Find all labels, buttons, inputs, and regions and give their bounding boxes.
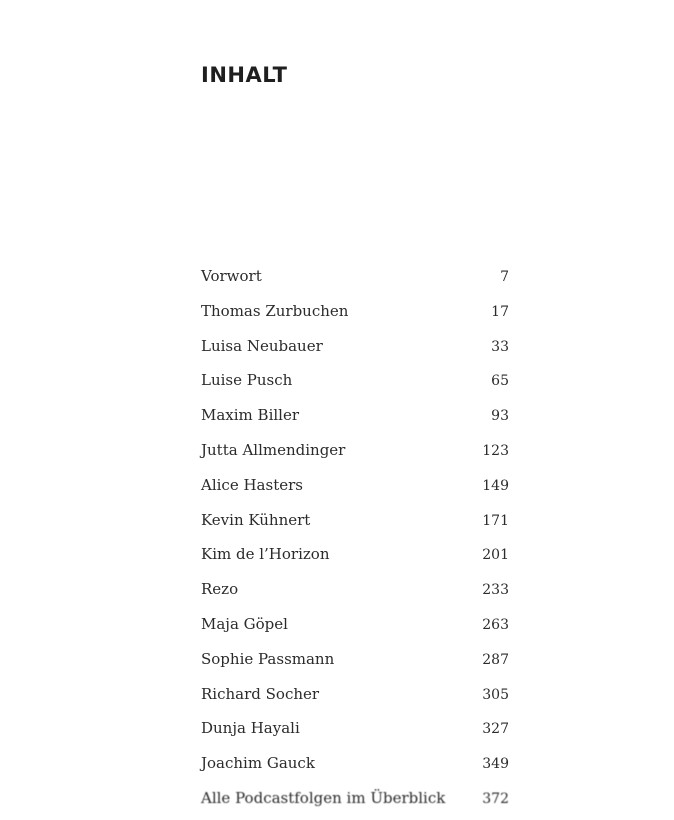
toc-entry-title: Alice Hasters bbox=[201, 475, 303, 494]
toc-entry-title: Dunja Hayali bbox=[201, 719, 300, 738]
toc-entry-title: Luise Pusch bbox=[201, 371, 293, 390]
toc-row bbox=[201, 472, 509, 507]
toc-row bbox=[201, 576, 509, 611]
toc-entry-page: 201 bbox=[482, 547, 509, 564]
toc-entry-page: 123 bbox=[482, 442, 509, 459]
toc-entry-title: Alle Podcastfolgen im Überblick bbox=[201, 788, 446, 807]
toc-row bbox=[201, 402, 509, 437]
toc-row bbox=[201, 263, 509, 298]
toc-entry-page: 233 bbox=[482, 582, 509, 599]
toc-entry-page: 93 bbox=[491, 408, 509, 425]
toc-entry-title: Maxim Biller bbox=[201, 406, 300, 425]
toc-entry-page: 372 bbox=[482, 790, 509, 807]
toc-entry-page: 263 bbox=[482, 616, 509, 633]
toc-row bbox=[201, 333, 509, 368]
toc-row bbox=[201, 437, 509, 472]
toc-row bbox=[201, 541, 509, 576]
toc-row bbox=[201, 785, 509, 820]
toc-entry-page: 149 bbox=[482, 477, 509, 494]
toc-entry-page: 349 bbox=[482, 756, 509, 773]
toc-entry-title: Kim de l’Horizon bbox=[201, 545, 330, 564]
toc-entry-page: 65 bbox=[491, 373, 509, 390]
toc-entry-title: Thomas Zurbuchen bbox=[201, 301, 349, 320]
toc-row bbox=[201, 646, 509, 681]
toc-entry-page: 17 bbox=[491, 303, 509, 320]
toc-entry-page: 327 bbox=[482, 721, 509, 738]
toc-row bbox=[201, 298, 509, 333]
toc-row bbox=[201, 715, 509, 750]
page-title: INHALT bbox=[201, 63, 288, 87]
toc-entry-page: 33 bbox=[491, 338, 509, 355]
toc-entry-title: Rezo bbox=[201, 580, 239, 599]
toc-entry-page: 7 bbox=[500, 269, 509, 285]
toc-entry-title: Sophie Passmann bbox=[201, 649, 335, 668]
toc-entry-title: Kevin Kühnert bbox=[201, 510, 311, 529]
toc-entry-page: 171 bbox=[482, 512, 509, 529]
toc-row bbox=[201, 367, 509, 402]
toc-entry-page: 287 bbox=[482, 651, 509, 668]
toc-row bbox=[201, 507, 509, 542]
toc-row bbox=[201, 611, 509, 646]
toc-row bbox=[201, 681, 509, 716]
toc-entry-title: Luisa Neubauer bbox=[201, 336, 323, 355]
toc-entry-page: 305 bbox=[482, 686, 509, 703]
toc-entry-title: Richard Socher bbox=[201, 684, 320, 703]
toc-entry-title: Joachim Gauck bbox=[201, 754, 315, 773]
toc-entry-title: Vorwort bbox=[201, 267, 262, 285]
toc-row bbox=[201, 750, 509, 785]
table-of-contents bbox=[201, 263, 509, 820]
toc-entry-title: Jutta Allmendinger bbox=[201, 440, 346, 459]
toc-entry-title: Maja Göpel bbox=[201, 614, 288, 633]
